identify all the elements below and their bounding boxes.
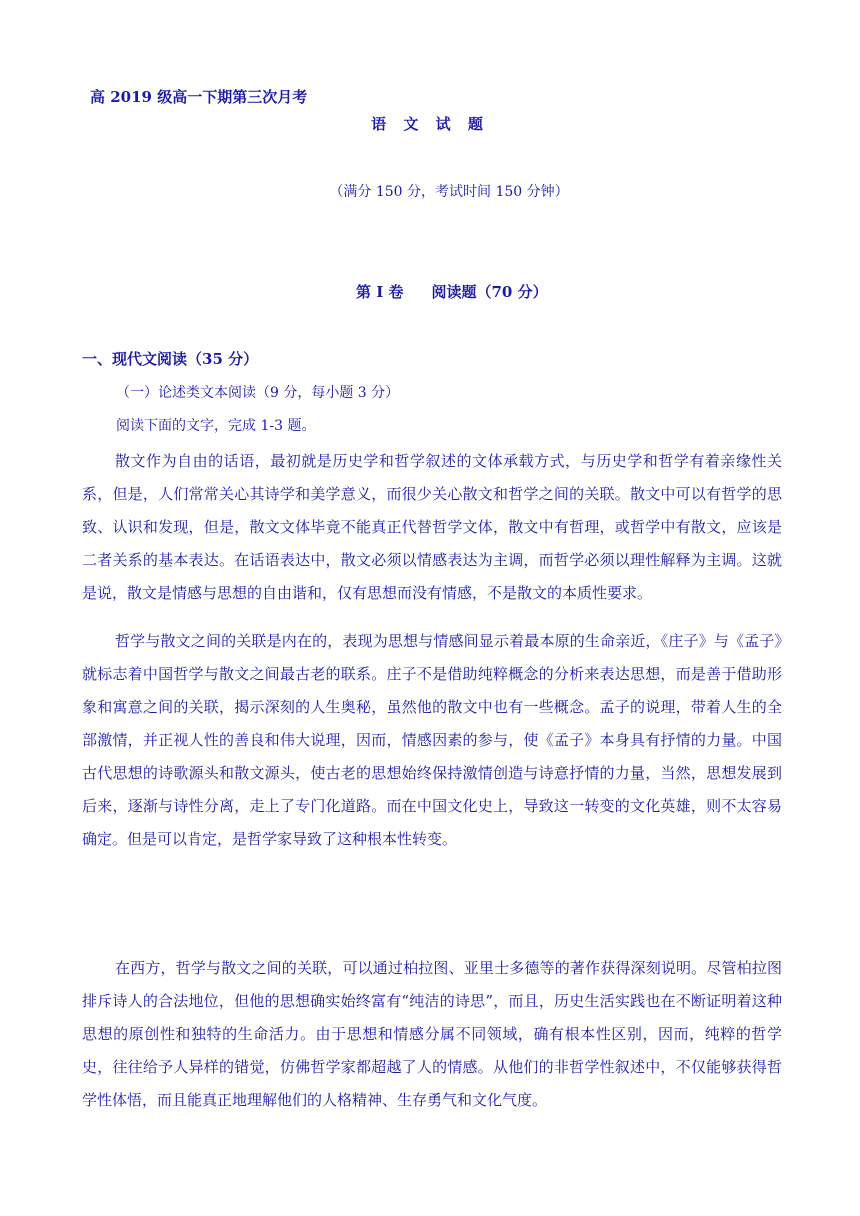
paragraph-3: 在西方，哲学与散文之间的关联，可以通过柏拉图、亚里士多德等的著作获得深刻说明。尽管柏拉图排斥诗人的合法地位，但他的思想确实始终富有“纯洁的诗思”，而且，历史生活实践也在不断证明着这种思想的原创性和独特的生命活力。由于思想和情感分属不同领域，确有根本性区别，因而，纯粹的哲学史，往往给予人异样的错觉，仿佛哲学家都超越了人的情感。从他们的非哲学性叙述中，不仅能够获得哲学性体悟，而且能真正地理解他们的人格精神、生存勇气和文化气度。 <box>82 959 782 1109</box>
section-title: 一、现代文阅读（35 分） <box>82 350 259 368</box>
exam-note: （满分 150 分，考试时间 150 分钟） <box>329 184 569 200</box>
paragraph-2: 哲学与散文之间的关联是内在的，表现为思想与情感间显示着最本原的生命亲近，《庄子》与《孟子》就标志着中国哲学与散文之间最古老的联系。庄子不是借助纯粹概念的分析来表达思想，而是善于借助形象和寓意之间的关联，揭示深刻的人生奥秘，虽然他的散文中也有一些概念。孟子的说理，带着人生的全部激情，并正视人性的善良和伟大说理，因而，情感因素的参与，使《孟子》本身具有抒情的力量。中国古代思想的诗歌源头和散文源头，使古老的思想始终保持激情创造与诗意抒情的力量，当然，思想发展到后来，逐渐与诗性分离，走上了专门化道路。而在中国文化史上，导致这一转变的文化英雄，则不太容易确定。但是可以肯定，是哲学家导致了这种根本性转变。 <box>82 632 782 848</box>
volume-heading <box>356 281 548 302</box>
subject-title: 语 文 试 题 <box>371 115 489 133</box>
volume-label: 第 I 卷 <box>356 283 404 301</box>
volume-title: 阅读题（70 分） <box>431 283 548 301</box>
paragraph-1: 散文作为自由的话语，最初就是历史学和哲学叙述的文体承载方式，与历史学和哲学有着亲缘性关系，但是，人们常常关心其诗学和美学意义，而很少关心散文和哲学之间的关联。散文中可以有哲学的思致、认识和发现，但是，散文文体毕竟不能真正代替哲学文体，散文中有哲理，或哲学中有散文，应该是二者关系的基本表达。在话语表达中，散文必须以情感表达为主调，而哲学必须以理性解释为主调。这就是说，散文是情感与思想的自由谐和，仅有思想而没有情感，不是散文的本质性要求。 <box>82 452 782 602</box>
instruction-text: 阅读下面的文字，完成 1-3 题。 <box>116 418 316 434</box>
exam-title: 高 2019 级高一下期第三次月考 <box>90 88 308 106</box>
subsection-title: （一）论述类文本阅读（9 分，每小题 3 分） <box>116 385 400 401</box>
